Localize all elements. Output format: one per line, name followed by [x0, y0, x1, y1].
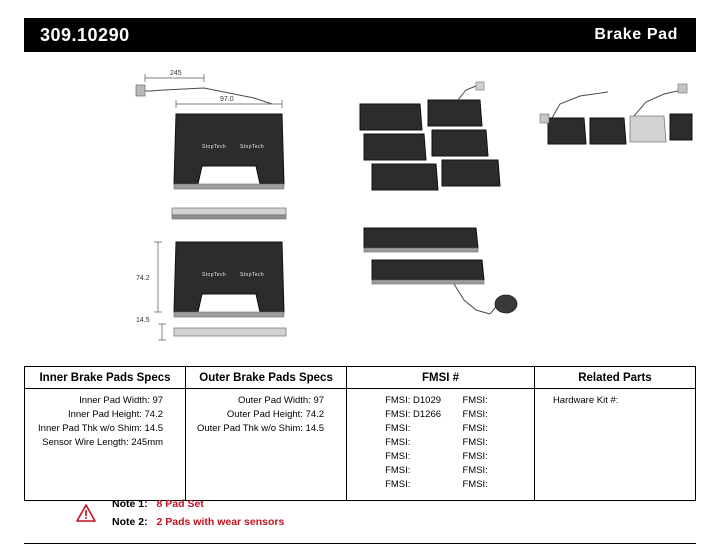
inner-spec-item: Inner Pad Thk w/o Shim: 14.5: [38, 423, 164, 434]
pad-edge-view: [172, 208, 286, 219]
fmsi-item: FMSI: D1029: [385, 395, 442, 406]
dim-pad-thickness: 14.5: [136, 317, 150, 324]
note-1-label: Note 1:: [112, 498, 148, 510]
fmsi-item: FMSI:: [385, 437, 411, 448]
fmsi-item: FMSI:: [462, 409, 488, 420]
fmsi-item: FMSI:: [385, 465, 411, 476]
brand-marking-1: StopTech: [202, 144, 227, 150]
fmsi-item: FMSI:: [462, 395, 488, 406]
fmsi-left-list: [355, 394, 448, 492]
inner-spec-item: Inner Pad Width: 97: [79, 395, 164, 406]
brand-marking-4: StopTech: [240, 272, 265, 278]
warning-icon: [76, 504, 96, 522]
part-number: 309.10290: [40, 25, 130, 45]
fmsi-item: FMSI:: [462, 437, 488, 448]
notes-section: [24, 492, 696, 540]
fmsi-item: FMSI:: [385, 423, 411, 434]
related-parts-cell: [534, 389, 695, 501]
outer-specs-cell: [186, 389, 347, 501]
dim-sensor-length: 245: [170, 70, 182, 77]
note-row-1: [112, 498, 204, 510]
fmsi-right-list: [449, 394, 526, 492]
related-part-item: Hardware Kit #:: [552, 395, 619, 406]
inner-specs-list: [33, 394, 177, 450]
col-header-related: Related Parts: [534, 367, 695, 389]
col-header-fmsi: FMSI #: [347, 367, 535, 389]
related-parts-list: [543, 394, 687, 408]
fmsi-item: FMSI:: [462, 479, 488, 490]
inner-pad-top-view: [136, 70, 284, 189]
brand-marking-3: StopTech: [202, 272, 227, 278]
table-body-row: [25, 389, 696, 501]
outer-spec-item: Outer Pad Height: 74.2: [226, 409, 325, 420]
outer-spec-item: Outer Pad Width: 97: [237, 395, 325, 406]
inner-spec-item: Sensor Wire Length: 245mm: [42, 437, 164, 448]
outer-specs-list: [194, 394, 338, 436]
inner-pad-front-view: [136, 242, 286, 340]
note-1-value: 8 Pad Set: [156, 498, 204, 510]
inner-specs-cell: [25, 389, 186, 501]
outer-spec-item: Outer Pad Thk w/o Shim: 14.5: [196, 423, 325, 434]
sensor-wire-dimension: [136, 70, 272, 104]
inner-spec-item: Inner Pad Height: 74.2: [67, 409, 164, 420]
note-row-2: [112, 516, 284, 528]
brand-marking-2: StopTech: [240, 144, 265, 150]
col-header-inner: Inner Brake Pads Specs: [25, 367, 186, 389]
dim-pad-height: 74.2: [136, 275, 150, 282]
exploded-pad-set: [540, 84, 692, 144]
fmsi-cell: [347, 389, 535, 501]
col-header-outer: Outer Brake Pads Specs: [186, 367, 347, 389]
product-illustration: [24, 56, 696, 356]
note-2-label: Note 2:: [112, 516, 148, 528]
illustration-svg: [24, 56, 696, 356]
dim-pad-width: 97.0: [220, 96, 234, 103]
specs-table: [24, 366, 696, 501]
fmsi-item: FMSI:: [385, 451, 411, 462]
table-header-row: [25, 367, 696, 389]
pad-set-group: [360, 82, 500, 190]
footer-divider: [24, 543, 696, 544]
note-2-value: 2 Pads with wear sensors: [156, 516, 285, 528]
fmsi-item: FMSI:: [462, 465, 488, 476]
fmsi-item: FMSI: D1266: [385, 409, 442, 420]
fmsi-item: FMSI:: [462, 451, 488, 462]
thickness-dimension: [136, 317, 286, 340]
pad-pair-with-sensor: [364, 228, 517, 314]
fmsi-item: FMSI:: [462, 423, 488, 434]
header-bar: [24, 18, 696, 52]
height-dimension: [136, 242, 162, 312]
page-title: Brake Pad: [594, 26, 678, 43]
fmsi-item: FMSI:: [385, 479, 411, 490]
